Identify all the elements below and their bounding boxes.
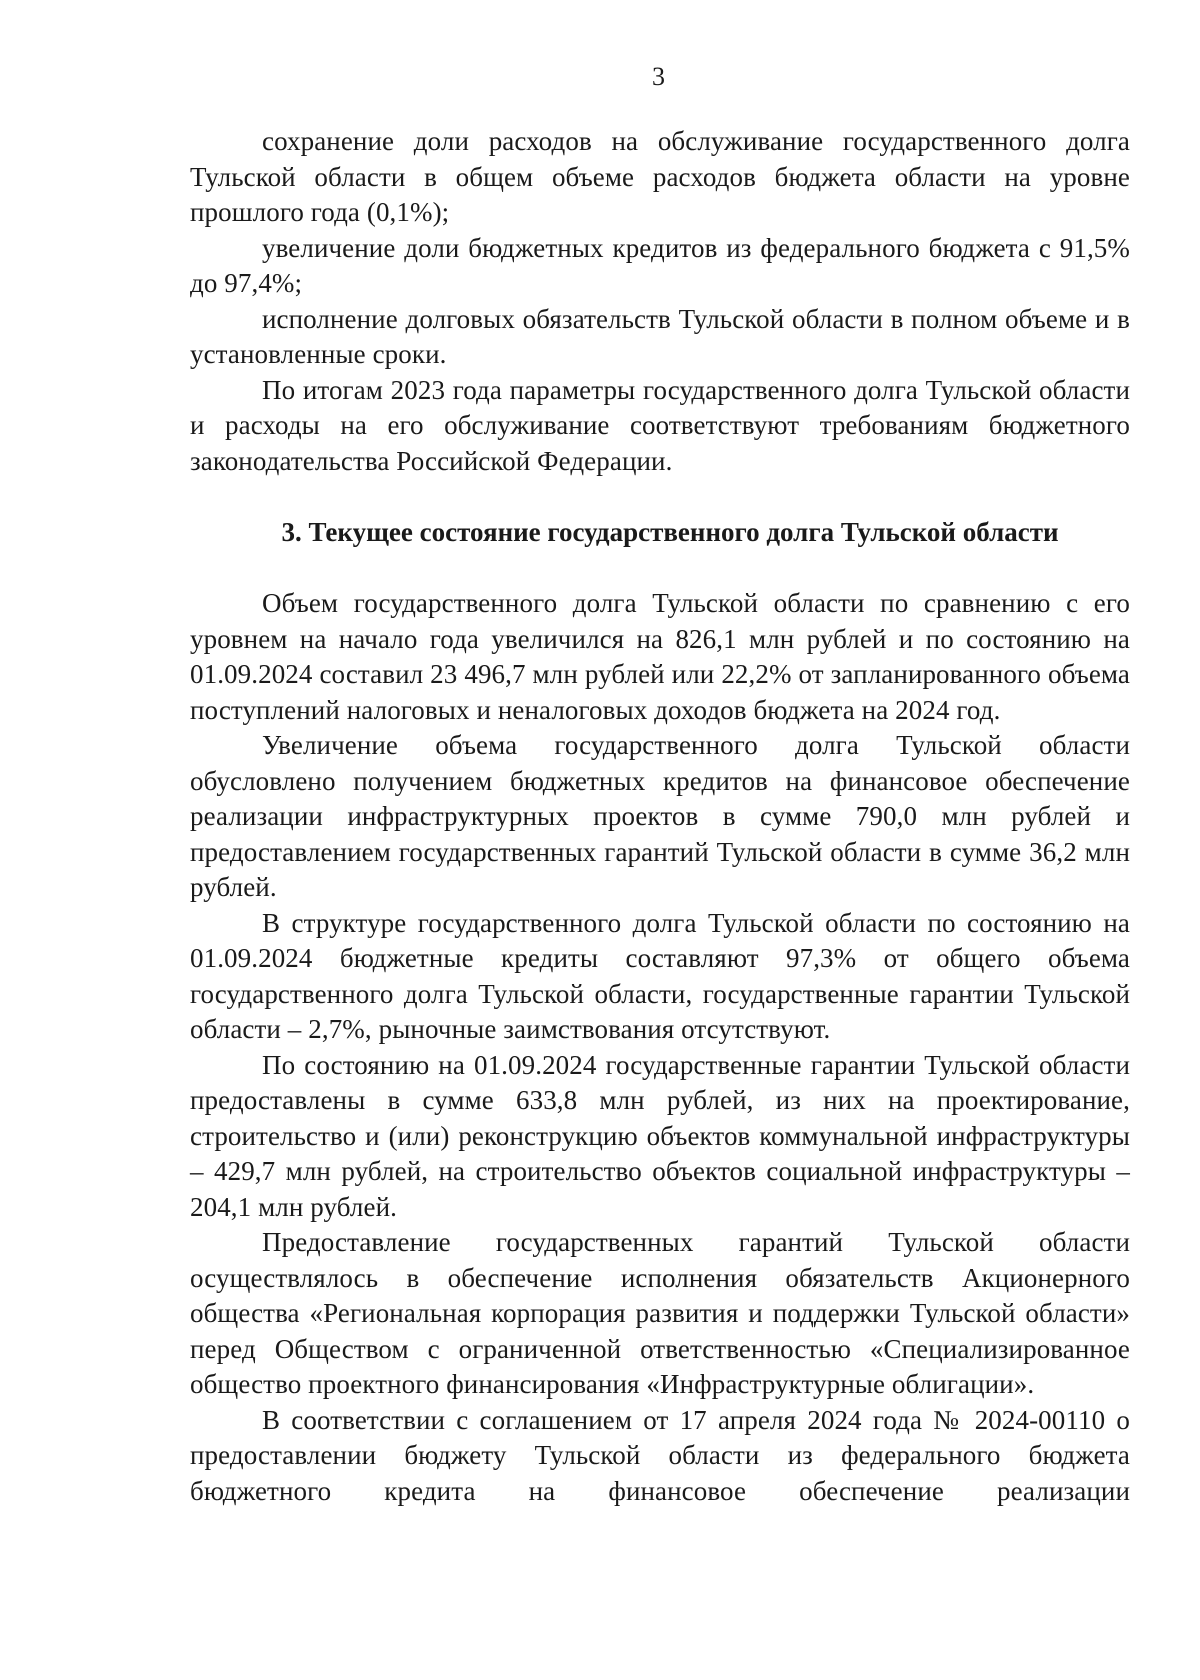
paragraph: Объем государственного долга Тульской области по сравнению с его уровнем на начало года увеличился на 826,1 млн рублей и по состоянию на 01.09.2024 составил 23 496,7 млн рублей или 22,2% от запланированного объема поступлений налоговых и неналоговых доходов бюджета на 2024 год. bbox=[190, 588, 1130, 725]
page-number: 3 bbox=[652, 62, 665, 91]
paragraph: В структуре государственного долга Тульской области по состоянию на 01.09.2024 бюджетные кредиты составляют 97,3% от общего объема государственного долга Тульской области, государственные гарантии Тульской области – 2,7%, рыночные заимствования отсутствуют. bbox=[190, 907, 1130, 1044]
paragraph: увеличение доли бюджетных кредитов из федерального бюджета с 91,5% до 97,4%; bbox=[190, 232, 1130, 298]
paragraph: Увеличение объема государственного долга Тульской области обусловлено получением бюджетных кредитов на финансовое обеспечение реализации инфраструктурных проектов в сумме 790,0 млн рублей и предоставлением государственных гарантий Тульской области в сумме 36,2 млн рублей. bbox=[190, 730, 1130, 902]
paragraph: В соответствии с соглашением от 17 апреля 2024 года № 2024-00110 о предоставлении бюджету Тульской области из федерального бюджета бюджетного кредита на финансовое обеспечение реализации bbox=[190, 1404, 1130, 1506]
section-body bbox=[190, 586, 1130, 1509]
paragraph: По итогам 2023 года параметры государственного долга Тульской области и расходы на его обслуживание соответствуют требованиям бюджетного законодательства Российской Федерации. bbox=[190, 374, 1130, 476]
section-heading: 3. Текущее состояние государственного долга Тульской области bbox=[281, 517, 1059, 547]
paragraph: По состоянию на 01.09.2024 государственные гарантии Тульской области предоставлены в сумме 633,8 млн рублей, из них на проектирование, строительство и (или) реконструкцию объектов коммунальной инфраструктуры – 429,7 млн рублей, на строительство объектов социальной инфраструктуры – 204,1 млн рублей. bbox=[190, 1049, 1130, 1222]
document-body bbox=[190, 124, 1130, 1509]
paragraph: сохранение доли расходов на обслуживание государственного долга Тульской области в общем объеме расходов бюджета области на уровне прошлого года (0,1%); bbox=[190, 126, 1130, 227]
paragraph: Предоставление государственных гарантий Тульской области осуществлялось в обеспечение исполнения обязательств Акционерного общества «Региональная корпорация развития и поддержки Тульской области» перед Обществом с ограниченной ответственностью «Специализированное общество проектного финансирования «Инфраструктурные облигации». bbox=[190, 1227, 1130, 1399]
paragraph: исполнение долговых обязательств Тульской области в полном объеме и в установленные сроки. bbox=[190, 303, 1130, 369]
